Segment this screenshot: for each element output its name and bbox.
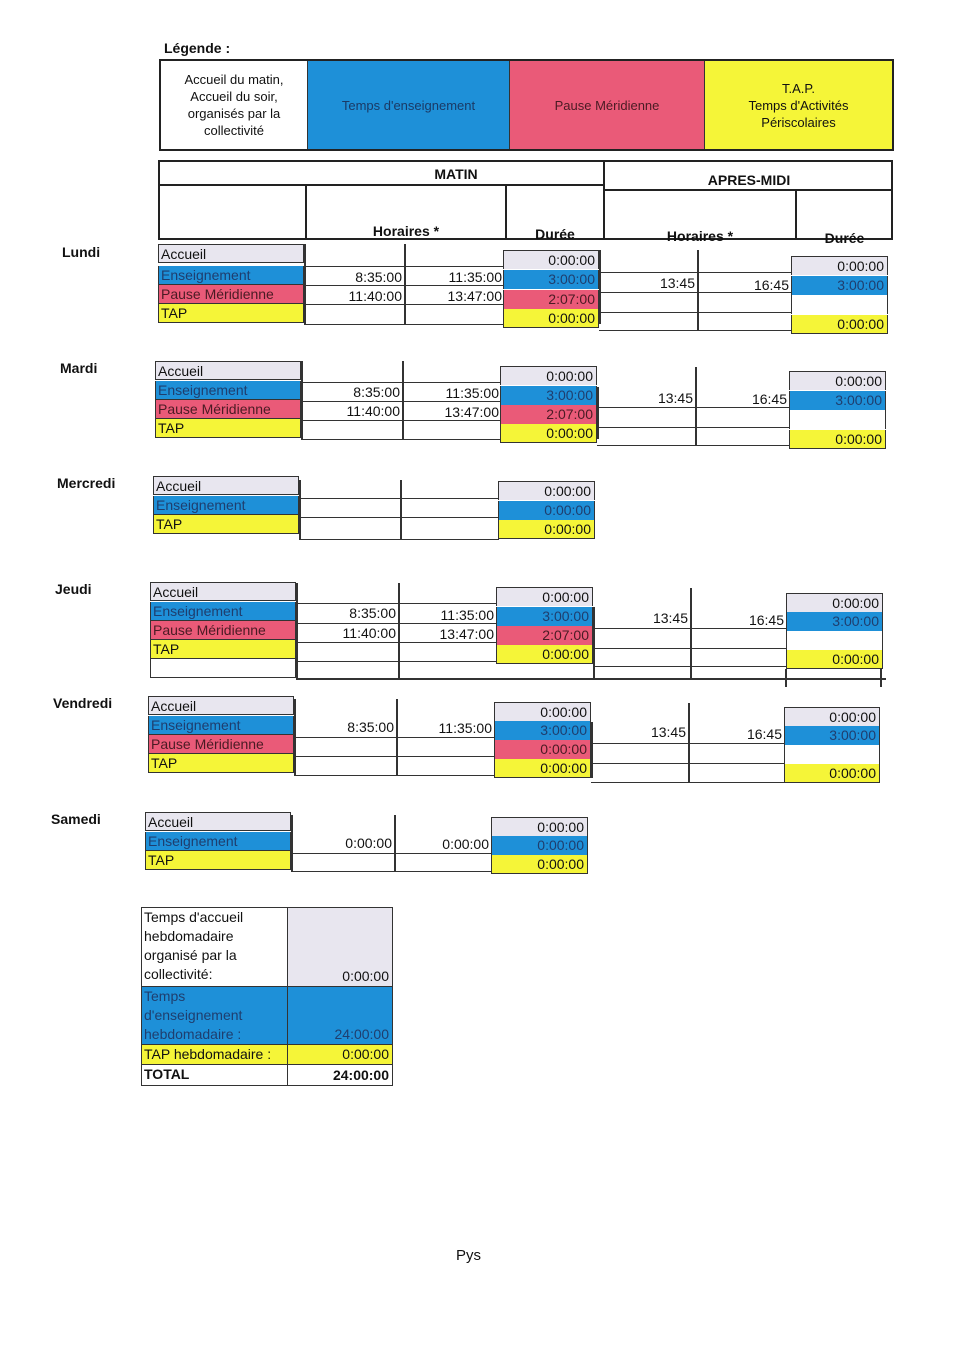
category-tap: TAP (158, 304, 304, 323)
category-pause: Pause Méridienne (148, 735, 294, 754)
time-end-am: 16:45 (751, 391, 787, 407)
time-end: 11:35:00 (440, 607, 494, 623)
category-accueil: Accueil (148, 696, 294, 715)
category-enseignement: Enseignement (153, 496, 299, 515)
legend-pause: Pause Méridienne (510, 61, 705, 149)
time-start: 11:40:00 (348, 288, 402, 304)
category-accueil: Accueil (155, 361, 301, 380)
duration-accueil-am: 0:00:00 (791, 256, 888, 275)
time-start: 8:35:00 (355, 269, 402, 285)
time-end: 13:47:00 (439, 626, 494, 642)
duration-tap: 0:00:00 (494, 759, 591, 778)
header-matin: MATIN (434, 166, 478, 182)
duration-pause: 2:07:00 (503, 290, 599, 309)
time-start: 8:35:00 (353, 384, 400, 400)
category-enseignement: Enseignement (155, 381, 301, 400)
duration-tap: 0:00:00 (498, 520, 595, 539)
time-end-am: 16:45 (753, 277, 789, 293)
legend-accueil: Accueil du matin, Accueil du soir, organisés par la collectivité (161, 61, 308, 149)
duration-tap: 0:00:00 (503, 309, 599, 328)
time-start: 11:40:00 (346, 403, 400, 419)
category-enseignement: Enseignement (158, 266, 304, 285)
time-end: 11:35:00 (445, 385, 499, 401)
duration-accueil: 0:00:00 (500, 366, 597, 385)
duration-pause: 2:07:00 (500, 405, 597, 424)
schedule-header (158, 160, 893, 246)
duration-accueil: 0:00:00 (498, 481, 595, 500)
category-accueil: Accueil (150, 582, 296, 601)
header-horaires-am: Horaires * (666, 228, 734, 244)
header-duree-am: Durée (824, 230, 865, 246)
day-label-mercredi: Mercredi (57, 475, 116, 491)
day-label-mardi: Mardi (60, 360, 98, 376)
category-pause: Pause Méridienne (158, 285, 304, 304)
legend-enseignement: Temps d'enseignement (308, 61, 510, 149)
duration-empty-am (784, 745, 880, 764)
duration-tap: 0:00:00 (491, 855, 588, 874)
category-accueil: Accueil (153, 476, 299, 495)
duration-tap-am: 0:00:00 (786, 650, 883, 669)
page-footer: Pys (456, 1247, 482, 1264)
time-end: 11:35:00 (438, 720, 492, 736)
duration-accueil: 0:00:00 (494, 702, 591, 721)
duration-empty-am (789, 410, 886, 429)
time-start-am: 13:45 (657, 390, 693, 406)
duration-tap-am: 0:00:00 (789, 430, 886, 449)
duration-accueil-am: 0:00:00 (786, 593, 883, 612)
duration-pause: 2:07:00 (496, 626, 593, 645)
category-tap: TAP (155, 419, 301, 438)
summary-enseignement-value: 24:00:00 (288, 987, 392, 1044)
header-horaires-matin: Horaires * (372, 223, 440, 239)
time-end-am: 16:45 (746, 726, 782, 742)
category-pause: Pause Méridienne (150, 621, 296, 640)
duration-enseignement: 0:00:00 (498, 501, 595, 520)
category-tap: TAP (153, 515, 299, 534)
summary-total-label: TOTAL (142, 1065, 288, 1085)
duration-empty-am (786, 631, 883, 650)
summary-accueil-value: 0:00:00 (288, 908, 392, 986)
time-end: 11:35:00 (448, 269, 502, 285)
duration-enseignement: 3:00:00 (500, 386, 597, 405)
category-tap: TAP (150, 640, 296, 659)
category-tap: TAP (145, 851, 291, 870)
duration-accueil-am: 0:00:00 (784, 707, 880, 726)
duration-enseignement-am: 3:00:00 (791, 276, 888, 295)
summary-accueil-label: Temps d'accueil hebdomadaire organisé par la collectivité: (142, 908, 288, 986)
category-pause: Pause Méridienne (155, 400, 301, 419)
header-duree-matin: Durée (535, 226, 575, 242)
time-start-am: 13:45 (659, 275, 695, 291)
category-tap: TAP (148, 754, 294, 773)
category-empty (150, 659, 296, 678)
category-accueil: Accueil (158, 244, 304, 263)
time-end: 13:47:00 (444, 404, 499, 420)
duration-enseignement: 3:00:00 (496, 607, 593, 626)
time-start-am: 13:45 (650, 724, 686, 740)
time-start-am: 13:45 (652, 610, 688, 626)
duration-tap: 0:00:00 (496, 645, 593, 664)
legend-tap: T.A.P. Temps d'Activités Périscolaires (705, 61, 892, 149)
duration-accueil: 0:00:00 (503, 250, 599, 269)
duration-enseignement: 3:00:00 (503, 270, 599, 289)
time-end-am: 16:45 (748, 612, 784, 628)
category-accueil: Accueil (145, 812, 291, 831)
summary-tap-value: 0:00:00 (288, 1045, 392, 1064)
duration-accueil: 0:00:00 (491, 817, 588, 836)
duration-enseignement: 0:00:00 (491, 836, 588, 855)
day-label-jeudi: Jeudi (55, 581, 92, 597)
time-start: 11:40:00 (342, 625, 396, 641)
day-label-samedi: Samedi (51, 811, 101, 827)
time-start: 8:35:00 (349, 605, 396, 621)
category-enseignement: Enseignement (148, 716, 294, 735)
duration-tap: 0:00:00 (500, 424, 597, 443)
duration-accueil-am: 0:00:00 (789, 371, 886, 390)
category-enseignement: Enseignement (145, 832, 291, 851)
duration-enseignement-am: 3:00:00 (789, 391, 886, 410)
legend (159, 59, 894, 151)
duration-enseignement: 3:00:00 (494, 721, 591, 740)
duration-pause: 0:00:00 (494, 740, 591, 759)
weekly-summary (141, 907, 393, 1086)
time-start: 8:35:00 (347, 719, 394, 735)
duration-enseignement-am: 3:00:00 (786, 612, 883, 631)
category-enseignement: Enseignement (150, 602, 296, 621)
summary-tap-label: TAP hebdomadaire : (142, 1045, 288, 1064)
legend-title: Légende : (164, 40, 231, 56)
time-end: 13:47:00 (447, 288, 502, 304)
day-label-lundi: Lundi (62, 244, 101, 260)
duration-tap-am: 0:00:00 (784, 764, 880, 783)
time-start: 0:00:00 (345, 835, 392, 851)
duration-accueil: 0:00:00 (496, 587, 593, 606)
summary-enseignement-label: Temps d'enseignement hebdomadaire : (142, 987, 288, 1044)
day-label-vendredi: Vendredi (53, 695, 113, 711)
header-apres-midi: APRES-MIDI (707, 172, 791, 188)
duration-tap-am: 0:00:00 (791, 315, 888, 334)
time-end: 0:00:00 (442, 836, 489, 852)
duration-empty-am (791, 295, 888, 314)
summary-total-value: 24:00:00 (332, 1067, 389, 1083)
duration-enseignement-am: 3:00:00 (784, 726, 880, 745)
